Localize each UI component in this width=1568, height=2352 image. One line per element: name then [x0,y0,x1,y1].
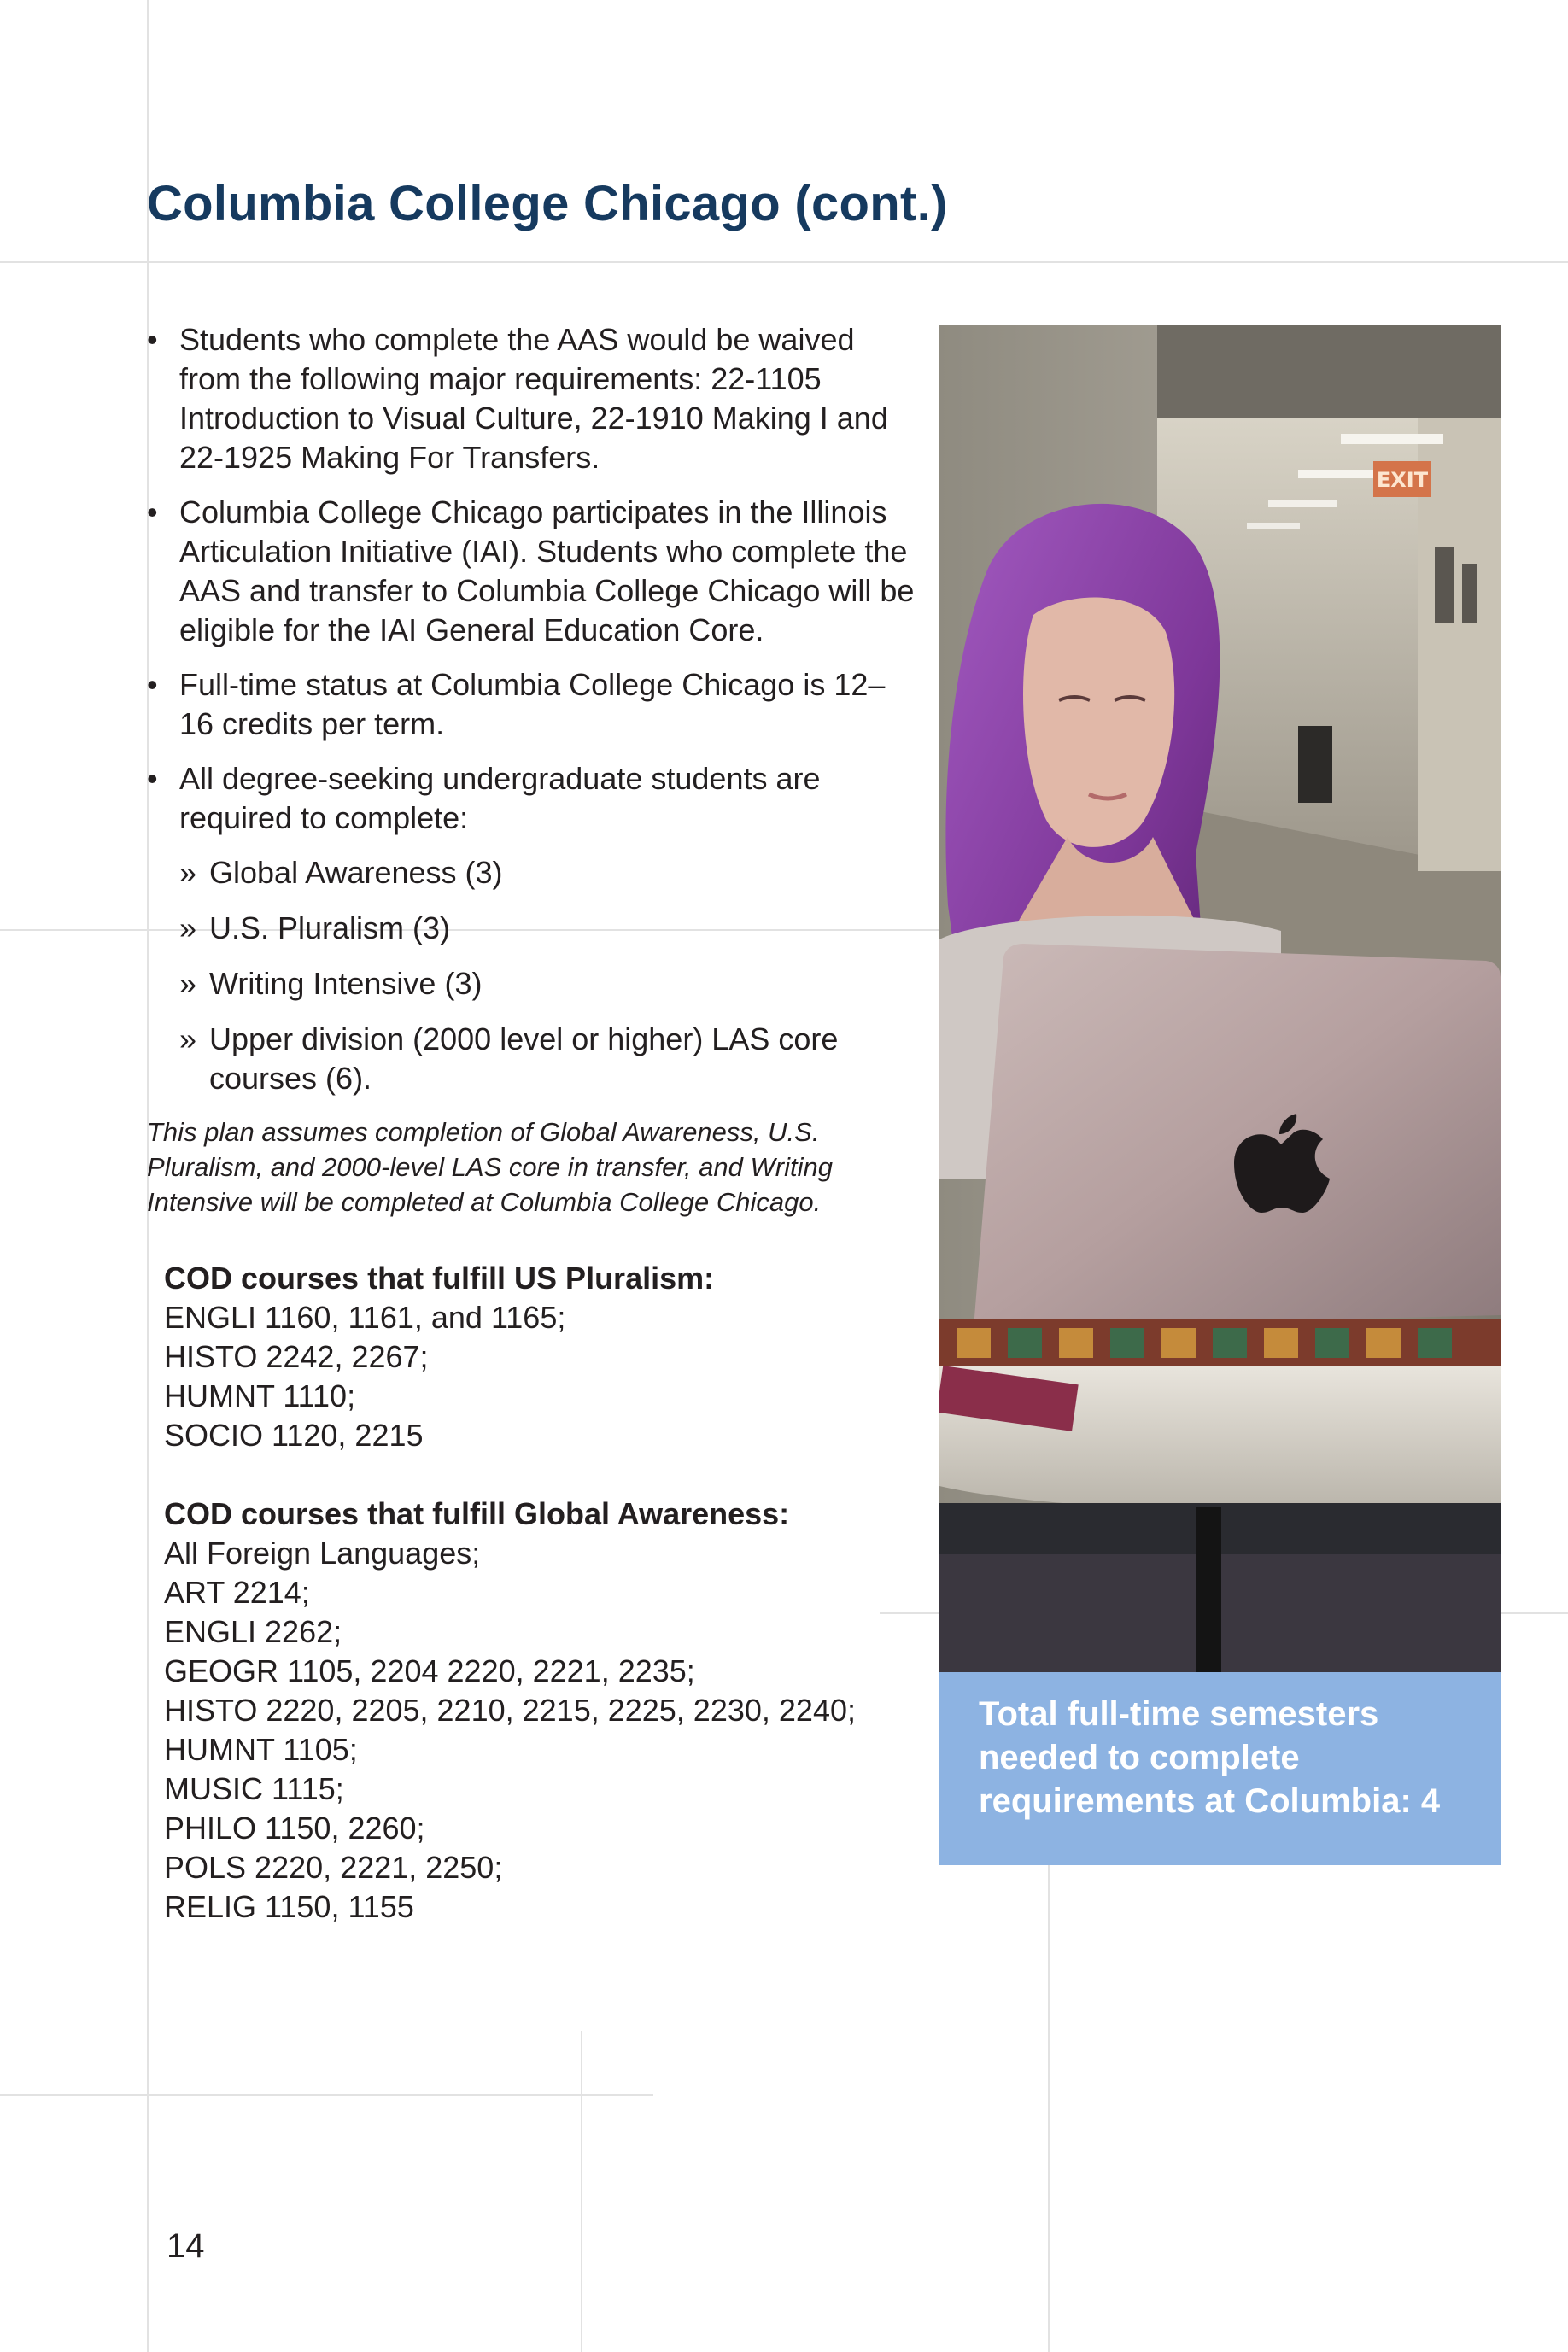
us-pluralism-group [164,1259,916,1455]
course-line: HUMNT 1110; [164,1378,356,1413]
course-group-heading: COD courses that fulfill Global Awareness: [164,1496,790,1531]
course-line: HISTO 2220, 2205, 2210, 2215, 2225, 2230, 2240; [164,1693,856,1728]
course-line: RELIG 1150, 1155 [164,1889,414,1924]
sub-list-item [147,1020,916,1098]
course-line: HISTO 2242, 2267; [164,1339,429,1374]
table-leg [1196,1507,1221,1672]
required-courses-list [147,853,916,1098]
photo-illustration [939,325,1501,1672]
list-item: • All degree-seeking undergraduate students are required to complete: [147,759,916,838]
requirements-list [147,320,916,838]
cod-courses [147,1259,916,1927]
chevron-marker: » [179,910,197,945]
plan-note: This plan assumes completion of Global Awareness, U.S. Pluralism, and 2000-level LAS core in transfer, and Writing Intensive will be completed at Columbia College Chicago. [147,1117,833,1217]
sub-list-item-text: Upper division (2000 level or higher) LAS core courses (6). [209,1021,839,1096]
sub-list-item [147,909,916,948]
sub-list-item-text: Writing Intensive (3) [209,966,483,1001]
course-line: PHILO 1150, 2260; [164,1811,425,1846]
page-number: 14 [167,2227,205,2265]
ceiling-light [1298,470,1384,478]
course-line: POLS 2220, 2221, 2250; [164,1850,503,1885]
ceiling-light [1341,434,1443,444]
sub-list-item [147,964,916,1003]
laptop [974,944,1501,1328]
list-item: • Columbia College Chicago participates in the Illinois Articulation Initiative (IAI). Students who complete the AAS and transfer to Columbia College Chicago will be eligible for the IAI General Education Core. [147,493,916,650]
sub-list-item-text: Global Awareness (3) [209,855,503,890]
trash-bin [1298,726,1332,803]
semesters-callout: Total full-time semesters needed to complete requirements at Columbia: 4 [939,1672,1501,1865]
ceiling-light [1268,500,1337,507]
grid-line-horizontal-top [0,261,1568,263]
course-line: All Foreign Languages; [164,1536,481,1571]
ceiling-light [1247,523,1300,529]
list-item: • Full-time status at Columbia College Chicago is 12–16 credits per term. [147,665,916,744]
course-line: MUSIC 1115; [164,1771,344,1806]
global-awareness-group [164,1495,916,1927]
page-title: Columbia College Chicago (cont.) [147,176,948,231]
sub-list-item-text: U.S. Pluralism (3) [209,910,451,945]
course-line: ENGLI 2262; [164,1614,342,1649]
grid-line-horizontal-bottom [0,2094,653,2096]
main-content [147,320,916,1966]
list-item: • Students who complete the AAS would be waived from the following major requirements: 22-1105 Introduction to Visual Culture, 22-1910 Making I and 22-1925 Making For Transfers. [147,320,916,477]
grid-line-vertical-bottom [581,2031,582,2352]
student-laptop-photo [939,325,1501,1672]
course-line: GEOGR 1105, 2204 2220, 2221, 2235; [164,1653,695,1688]
course-line: ENGLI 1160, 1161, and 1165; [164,1300,566,1335]
course-group-heading: COD courses that fulfill US Pluralism: [164,1261,715,1296]
ceiling [1157,325,1501,418]
course-line: SOCIO 1120, 2215 [164,1418,424,1453]
exit-sign-text: EXIT [1376,468,1429,492]
wall-frame [1435,547,1454,623]
course-line: HUMNT 1105; [164,1732,358,1767]
chevron-marker: » [179,1021,197,1056]
chevron-marker: » [179,855,197,890]
sub-list-item [147,853,916,892]
course-line: ART 2214; [164,1575,310,1610]
wall-frame [1462,564,1477,623]
chevron-marker: » [179,966,197,1001]
